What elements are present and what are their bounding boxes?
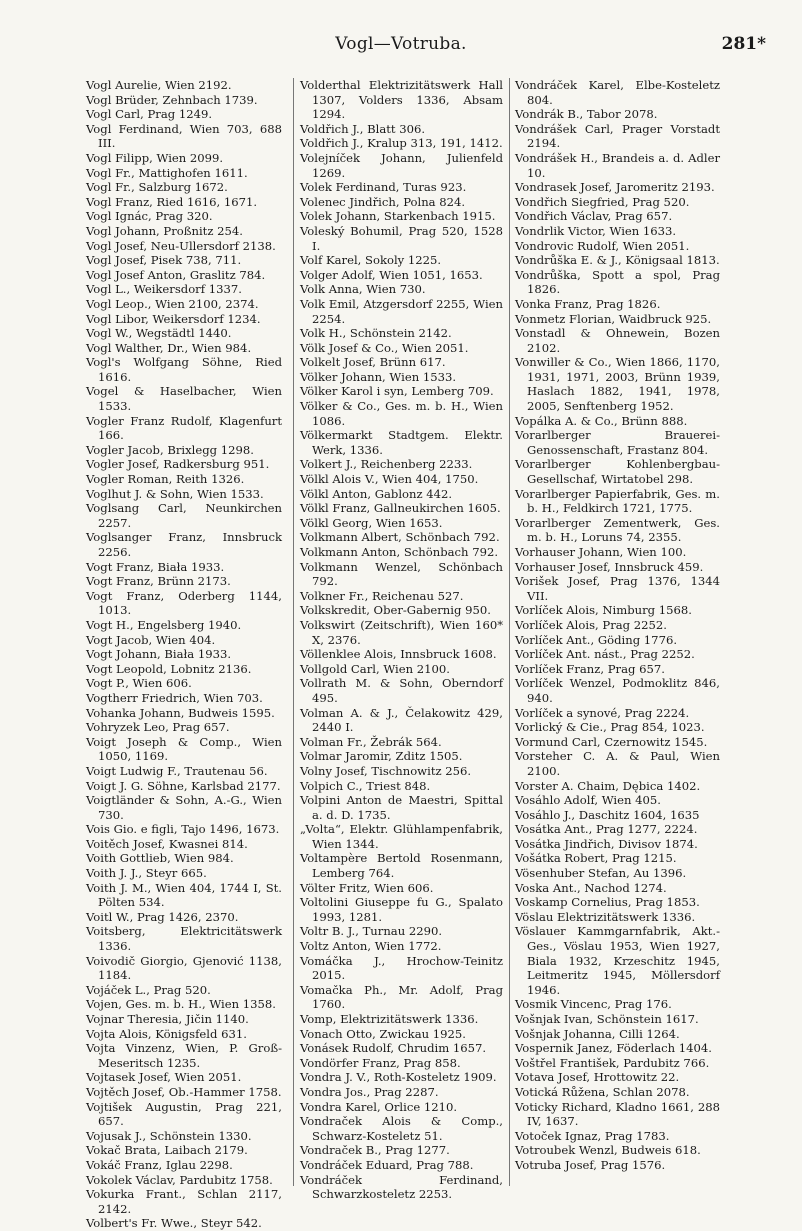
directory-entry: Vorster A. Chaim, Dębica 1402. bbox=[515, 778, 701, 793]
directory-entry: Vogt Franz, Oderberg 1144, 1013. bbox=[86, 588, 282, 618]
directory-entry: Völkermarkt Stadtgem. Elektr. Werk, 1336. bbox=[300, 428, 503, 457]
directory-entry: Volpini Anton de Maestri, Spittal a. d. D. 1735. bbox=[300, 793, 503, 822]
directory-entry: Vogl Fr., Mattighofen 1611. bbox=[86, 165, 248, 180]
directory-entry: Vondrasek Josef, Jaromeritz 2193. bbox=[515, 180, 715, 195]
directory-entry: Vohryzek Leo, Prag 657. bbox=[86, 720, 230, 735]
directory-entry: Vogler Josef, Radkersburg 951. bbox=[86, 457, 270, 472]
directory-entry: Vorarlberger Brauerei-Genossenschaft, Frastanz 804. bbox=[515, 428, 720, 457]
directory-entry: Vošnjak Ivan, Schönstein 1617. bbox=[515, 1012, 699, 1026]
directory-entry: Vogl L., Weikersdorf 1337. bbox=[86, 282, 242, 297]
directory-entry: Vondra J. V., Roth-Kosteletz 1909. bbox=[300, 1070, 497, 1085]
directory-entry: „Volta“, Elektr. Glühlampenfabrik, Wien 1344. bbox=[300, 822, 503, 851]
directory-entry: Vogler Franz Rudolf, Klagenfurt 166. bbox=[86, 413, 282, 443]
directory-entry: Voltampère Bertold Rosenmann, Lemberg 764. bbox=[300, 851, 503, 881]
directory-entry: Vokurka Frant., Schlan 2117, 2142. bbox=[86, 1187, 282, 1216]
directory-entry: Voska Ant., Nachod 1274. bbox=[515, 880, 667, 895]
directory-entry: Voith Gottlieb, Wien 984. bbox=[86, 851, 234, 866]
directory-entry: Vogl Leop., Wien 2100, 2374. bbox=[86, 296, 259, 311]
directory-entry: Vogler Jacob, Brixlegg 1298. bbox=[86, 442, 254, 457]
directory-entry: Vollrath M. & Sohn, Oberndorf 495. bbox=[300, 676, 503, 705]
directory-entry: Voleský Bohumil, Prag 520, 1528 I. bbox=[300, 223, 503, 253]
directory-entry: Vorlíček Ant. nást., Prag 2252. bbox=[515, 647, 695, 662]
directory-entry: Volkert J., Reichenberg 2233. bbox=[300, 457, 473, 472]
directory-entry: Voldřich J., Blatt 306. bbox=[300, 121, 426, 136]
directory-entry: Vojta Alois, Königsfeld 631. bbox=[86, 1026, 247, 1041]
directory-entry: Votroubek Wenzl, Budweis 618. bbox=[515, 1143, 701, 1158]
directory-entry: Volkswirt (Zeitschrift), Wien 160* X, 2376. bbox=[300, 617, 503, 647]
directory-entry: Votava Josef, Hrottowitz 22. bbox=[515, 1070, 680, 1085]
directory-entry: Vogl's Wolfgang Söhne, Ried 1616. bbox=[86, 355, 282, 384]
directory-entry: Voigt Joseph & Comp., Wien 1050, 1169. bbox=[86, 734, 282, 764]
directory-entry: Volkner Fr., Reichenau 527. bbox=[300, 588, 464, 603]
directory-entry: Vogl Josef Anton, Graslitz 784. bbox=[86, 267, 266, 282]
directory-entry: Vogl Libor, Weikersdorf 1234. bbox=[86, 311, 261, 326]
directory-entry: Volk Emil, Atzgersdorf 2255, Wien 2254. bbox=[300, 296, 503, 326]
directory-entry: Volkelt Josef, Brünn 617. bbox=[300, 355, 446, 370]
directory-entry: Vöslauer Kammgarnfabrik, Akt.-Ges., Vöslau 1953, Wien 1927, Biala 1932, Krzeschitz 1945, Leitmeritz 1945, Möllersdorf 1946. bbox=[515, 924, 720, 997]
directory-entry: Voldřich J., Kralup 313, 191, 1412. bbox=[300, 136, 503, 151]
column-divider bbox=[509, 78, 510, 1186]
directory-entry: Vogt Johann, Biała 1933. bbox=[86, 647, 232, 662]
directory-entry: Vollgold Carl, Wien 2100. bbox=[300, 661, 450, 676]
directory-entry: Vošnjak Johanna, Cilli 1264. bbox=[515, 1026, 680, 1041]
directory-entry: Vosátka Jindřich, Divisov 1874. bbox=[515, 836, 698, 851]
directory-entry: Voglsang Carl, Neunkirchen 2257. bbox=[86, 501, 282, 530]
directory-entry: Volk Anna, Wien 730. bbox=[300, 282, 426, 297]
directory-entry: Vomp, Elektrizitätswerk 1336. bbox=[300, 1012, 479, 1026]
directory-entry: Vogl Filipp, Wien 2099. bbox=[86, 150, 224, 165]
directory-entry: Vogl Walther, Dr., Wien 984. bbox=[86, 340, 252, 355]
directory-entry: Vondráček Karel, Elbe-Kosteletz 804. bbox=[515, 78, 720, 107]
directory-entry: Vogl Carl, Prag 1249. bbox=[86, 107, 213, 122]
directory-entry: Voglsanger Franz, Innsbruck 2256. bbox=[86, 530, 282, 559]
directory-entry: Voitěch Josef, Kwasnei 814. bbox=[86, 836, 248, 851]
directory-entry: Vonwiller & Co., Wien 1866, 1170, 1931, 1971, 2003, Brünn 1939, Haslach 1882, 1941, 1978, 2005, Senftenberg 1952. bbox=[515, 355, 720, 414]
directory-entry: Voith J. M., Wien 404, 1744 I, St. Pölten 534. bbox=[86, 880, 282, 910]
directory-entry: Vorlíček Wenzel, Podmoklitz 846, 940. bbox=[515, 676, 720, 705]
directory-entry: Völker Johann, Wien 1533. bbox=[300, 369, 457, 384]
directory-entry: Vondraček Alois & Comp., Schwarz-Kosteletz 51. bbox=[300, 1114, 503, 1143]
directory-entry: Völkl Franz, Gallneukirchen 1605. bbox=[300, 501, 501, 516]
directory-entry: Vogl Johann, Proßnitz 254. bbox=[86, 223, 243, 238]
directory-entry: Vogl Brüder, Zehnbach 1739. bbox=[86, 92, 258, 107]
directory-entry: Völlenklee Alois, Innsbruck 1608. bbox=[300, 647, 497, 662]
directory-column-2 bbox=[300, 78, 503, 1218]
directory-entry: Volenec Jindřich, Polna 824. bbox=[300, 194, 466, 209]
directory-entry: Völkl Georg, Wien 1653. bbox=[300, 515, 443, 530]
directory-entry: Voticky Richard, Kladno 1661, 288 IV, 1637. bbox=[515, 1099, 720, 1129]
directory-entry: Vorlický & Cie., Prag 854, 1023. bbox=[515, 720, 705, 735]
directory-entry: Volman Fr., Žebrák 564. bbox=[300, 734, 442, 749]
directory-entry: Vorlíček Alois, Prag 2252. bbox=[515, 617, 667, 632]
directory-entry: Vorlíček a synové, Prag 2224. bbox=[515, 705, 690, 720]
directory-entry: Volkmann Wenzel, Schönbach 792. bbox=[300, 559, 503, 589]
directory-entry: Völter Fritz, Wien 606. bbox=[300, 880, 434, 895]
page-header bbox=[0, 30, 802, 60]
directory-entry: Vondrovic Rudolf, Wien 2051. bbox=[515, 238, 690, 253]
directory-entry: Vondrůška E. & J., Königsaal 1813. bbox=[515, 253, 720, 268]
directory-entry: Vorhauser Josef, Innsbruck 459. bbox=[515, 559, 704, 574]
directory-entry: Votoček Ignaz, Prag 1783. bbox=[515, 1128, 670, 1143]
directory-entry: Vospernik Janez, Föderlach 1404. bbox=[515, 1041, 712, 1056]
directory-entry: Vondrůška, Spott a spol, Prag 1826. bbox=[515, 267, 720, 297]
directory-entry: Vondráček Ferdinand, Schwarzkosteletz 2253. bbox=[300, 1172, 503, 1202]
directory-entry: Vogt Jacob, Wien 404. bbox=[86, 632, 216, 647]
directory-entry: Voigtländer & Sohn, A.-G., Wien 730. bbox=[86, 793, 282, 822]
directory-entry: Vokač Brata, Laibach 2179. bbox=[86, 1143, 248, 1158]
directory-entry: Vomačka Ph., Mr. Adolf, Prag 1760. bbox=[300, 982, 503, 1012]
directory-entry: Vosáhlo Adolf, Wien 405. bbox=[515, 793, 661, 808]
directory-entry: Vogl Fr., Salzburg 1672. bbox=[86, 180, 228, 195]
directory-entry: Vorarlberger Papierfabrik, Ges. m. b. H., Feldkirch 1721, 1775. bbox=[515, 486, 720, 516]
directory-entry: Voltz Anton, Wien 1772. bbox=[300, 939, 442, 954]
directory-entry: Vonmetz Florian, Waidbruck 925. bbox=[515, 311, 712, 326]
directory-entry: Vogl Ferdinand, Wien 703, 688 III. bbox=[86, 121, 282, 151]
directory-entry: Vondrášek H., Brandeis a. d. Adler 10. bbox=[515, 150, 720, 180]
directory-entry: Voštřel František, Pardubitz 766. bbox=[515, 1055, 710, 1070]
directory-entry: Vohanka Johann, Budweis 1595. bbox=[86, 705, 275, 720]
directory-entry: Voigt J. G. Söhne, Karlsbad 2177. bbox=[86, 778, 281, 793]
directory-entry: Vosátka Ant., Prag 1277, 2224. bbox=[515, 822, 698, 837]
directory-entry: Volkmann Anton, Schönbach 792. bbox=[300, 545, 499, 559]
directory-entry: Vojusak J., Schönstein 1330. bbox=[86, 1128, 252, 1143]
directory-entry: Vondra Karel, Orlice 1210. bbox=[300, 1099, 458, 1114]
directory-entry: Vopálka A. & Co., Brünn 888. bbox=[515, 413, 688, 428]
directory-entry: Vondrášek Carl, Prager Vorstadt 2194. bbox=[515, 121, 720, 151]
directory-column-3 bbox=[515, 78, 720, 1218]
directory-entry: Vonásek Rudolf, Chrudim 1657. bbox=[300, 1041, 487, 1056]
directory-entry: Völk Josef & Co., Wien 2051. bbox=[300, 340, 469, 355]
column-divider bbox=[293, 78, 294, 1186]
directory-entry: Vorlíček Alois, Nimburg 1568. bbox=[515, 603, 692, 618]
directory-entry: Vojta Vinzenz, Wien, P. Groß-Meseritsch 1235. bbox=[86, 1041, 282, 1070]
directory-entry: Völker Karol i syn, Lemberg 709. bbox=[300, 384, 494, 399]
directory-entry: Vogler Roman, Reith 1326. bbox=[86, 472, 245, 487]
directory-entry: Vondřich Václav, Prag 657. bbox=[515, 209, 673, 224]
directory-entry: Voltolini Giuseppe fu G., Spalato 1993, 1281. bbox=[300, 895, 503, 924]
directory-entry: Volny Josef, Tischnowitz 256. bbox=[300, 763, 472, 778]
directory-entry: Vogt Franz, Biała 1933. bbox=[86, 559, 225, 574]
directory-entry: Vošátka Robert, Prag 1215. bbox=[515, 851, 677, 866]
directory-entry: Volkmann Albert, Schönbach 792. bbox=[300, 530, 500, 545]
directory-entry: Vorišek Josef, Prag 1376, 1344 VII. bbox=[515, 574, 720, 603]
directory-entry: Voivodič Giorgio, Gjenović 1138, 1184. bbox=[86, 953, 282, 983]
directory-entry: Volf Karel, Sokoly 1225. bbox=[300, 253, 442, 268]
directory-entry: Vojtišek Augustin, Prag 221, 657. bbox=[86, 1099, 282, 1129]
directory-entry: Volejníček Johann, Julienfeld 1269. bbox=[300, 150, 503, 180]
directory-entry: Vojtasek Josef, Wien 2051. bbox=[86, 1070, 242, 1085]
directory-entry: Vojtěch Josef, Ob.-Hammer 1758. bbox=[86, 1084, 282, 1099]
directory-entry: Volman A. & J., Čelakowitz 429, 2440 I. bbox=[300, 705, 503, 735]
directory-entry: Vonstadl & Ohnewein, Bozen 2102. bbox=[515, 326, 720, 355]
directory-entry: Vorsteher C. A. & Paul, Wien 2100. bbox=[515, 749, 720, 778]
directory-entry: Vogt Franz, Brünn 2173. bbox=[86, 574, 231, 589]
directory-entry: Vokolek Václav, Pardubitz 1758. bbox=[86, 1172, 273, 1187]
directory-entry: Vorhauser Johann, Wien 100. bbox=[515, 545, 687, 559]
directory-entry: Voigt Ludwig F., Trautenau 56. bbox=[86, 763, 268, 778]
directory-entry: Volpich C., Triest 848. bbox=[300, 778, 431, 793]
directory-entry: Vogl Josef, Neu-Ullersdorf 2138. bbox=[86, 238, 276, 253]
directory-entry: Vojen, Ges. m. b. H., Wien 1358. bbox=[86, 997, 276, 1012]
directory-entry: Votická Růžena, Schlan 2078. bbox=[515, 1084, 690, 1099]
directory-entry: Volger Adolf, Wien 1051, 1653. bbox=[300, 267, 483, 282]
directory-entry: Vondra Jos., Prag 2287. bbox=[300, 1084, 439, 1099]
directory-entry: Voitl W., Prag 1426, 2370. bbox=[86, 909, 239, 924]
directory-entry: Vorarlberger Zementwerk, Ges. m. b. H., Loruns 74, 2355. bbox=[515, 515, 720, 545]
directory-entry: Vogt H., Engelsberg 1940. bbox=[86, 617, 242, 632]
directory-entry: Vondörfer Franz, Prag 858. bbox=[300, 1055, 461, 1070]
directory-entry: Vogl Ignác, Prag 320. bbox=[86, 209, 213, 224]
directory-entry: Volkskredit, Ober-Gabernig 950. bbox=[300, 603, 491, 618]
directory-entry: Vorlíček Ant., Göding 1776. bbox=[515, 632, 678, 647]
directory-entry: Vonka Franz, Prag 1826. bbox=[515, 296, 661, 311]
directory-entry: Vogtherr Friedrich, Wien 703. bbox=[86, 690, 263, 705]
directory-entry: Vogl Josef, Pisek 738, 711. bbox=[86, 253, 242, 268]
directory-entry: Vondrák B., Tabor 2078. bbox=[515, 107, 658, 122]
directory-entry: Volek Johann, Starkenbach 1915. bbox=[300, 209, 496, 224]
directory-entry: Vogl Franz, Ried 1616, 1671. bbox=[86, 194, 258, 209]
directory-entry: Vösenhuber Stefan, Au 1396. bbox=[515, 866, 687, 881]
directory-entry: Vomáčka J., Hrochow-Teinitz 2015. bbox=[300, 953, 503, 983]
directory-entry: Vondrlik Victor, Wien 1633. bbox=[515, 223, 677, 238]
page-title: Vogl—Votruba. bbox=[335, 34, 467, 54]
directory-entry: Vorlíček Franz, Prag 657. bbox=[515, 661, 665, 676]
directory-entry: Voith J. J., Steyr 665. bbox=[86, 866, 207, 881]
directory-entry: Vogt Leopold, Lobnitz 2136. bbox=[86, 661, 252, 676]
page-number: 281* bbox=[721, 34, 766, 54]
directory-entry: Volek Ferdinand, Turas 923. bbox=[300, 180, 467, 195]
directory-entry: Völkl Alois V., Wien 404, 1750. bbox=[300, 472, 479, 487]
directory-entry: Volmar Jaromir, Zditz 1505. bbox=[300, 749, 463, 764]
directory-entry: Vöslau Elektrizitätswerk 1336. bbox=[515, 909, 696, 924]
directory-entry: Voitsberg, Elektricitätswerk 1336. bbox=[86, 924, 282, 954]
directory-entry: Völker & Co., Ges. m. b. H., Wien 1086. bbox=[300, 399, 503, 428]
directory-entry: Vojnar Theresia, Jičin 1140. bbox=[86, 1012, 249, 1026]
directory-entry: Vosmik Vincenc, Prag 176. bbox=[515, 997, 672, 1012]
directory-entry: Volderthal Elektrizitätswerk Hall 1307, Volders 1336, Absam 1294. bbox=[300, 78, 503, 122]
directory-entry: Votruba Josef, Prag 1576. bbox=[515, 1157, 666, 1172]
directory-entry: Volk H., Schönstein 2142. bbox=[300, 326, 452, 341]
directory-entry: Vosáhlo J., Daschitz 1604, 1635 bbox=[515, 807, 700, 822]
directory-entry: Vormund Carl, Czernowitz 1545. bbox=[515, 734, 708, 749]
directory-entry: Vogl Aurelie, Wien 2192. bbox=[86, 78, 232, 92]
directory-entry: Vorarlberger Kohlenbergbau-Gesellschaf, Wirtatobel 298. bbox=[515, 457, 720, 487]
directory-entry: Vokáč Franz, Iglau 2298. bbox=[86, 1157, 233, 1172]
directory-entry: Vogl W., Wegstädtl 1440. bbox=[86, 326, 232, 341]
directory-entry: Vondraček B., Prag 1277. bbox=[300, 1143, 450, 1158]
directory-entry: Vondřich Siegfried, Prag 520. bbox=[515, 194, 690, 209]
directory-entry: Vojáček L., Prag 520. bbox=[86, 982, 211, 997]
directory-entry: Vogt P., Wien 606. bbox=[86, 676, 192, 691]
directory-entry: Voltr B. J., Turnau 2290. bbox=[300, 924, 443, 939]
directory-entry: Völkl Anton, Gablonz 442. bbox=[300, 486, 453, 501]
directory-entry: Vondráček Eduard, Prag 788. bbox=[300, 1157, 474, 1172]
directory-entry: Voglhut J. & Sohn, Wien 1533. bbox=[86, 486, 264, 501]
directory-entry: Vois Gio. e figli, Tajo 1496, 1673. bbox=[86, 822, 280, 837]
directory-entry: Voskamp Cornelius, Prag 1853. bbox=[515, 895, 700, 910]
directory-column-1 bbox=[86, 78, 282, 1231]
directory-entry: Vonach Otto, Zwickau 1925. bbox=[300, 1026, 466, 1041]
directory-entry: Volbert's Fr. Wwe., Steyr 542. bbox=[86, 1216, 262, 1231]
directory-entry: Vogel & Haselbacher, Wien 1533. bbox=[86, 384, 282, 414]
